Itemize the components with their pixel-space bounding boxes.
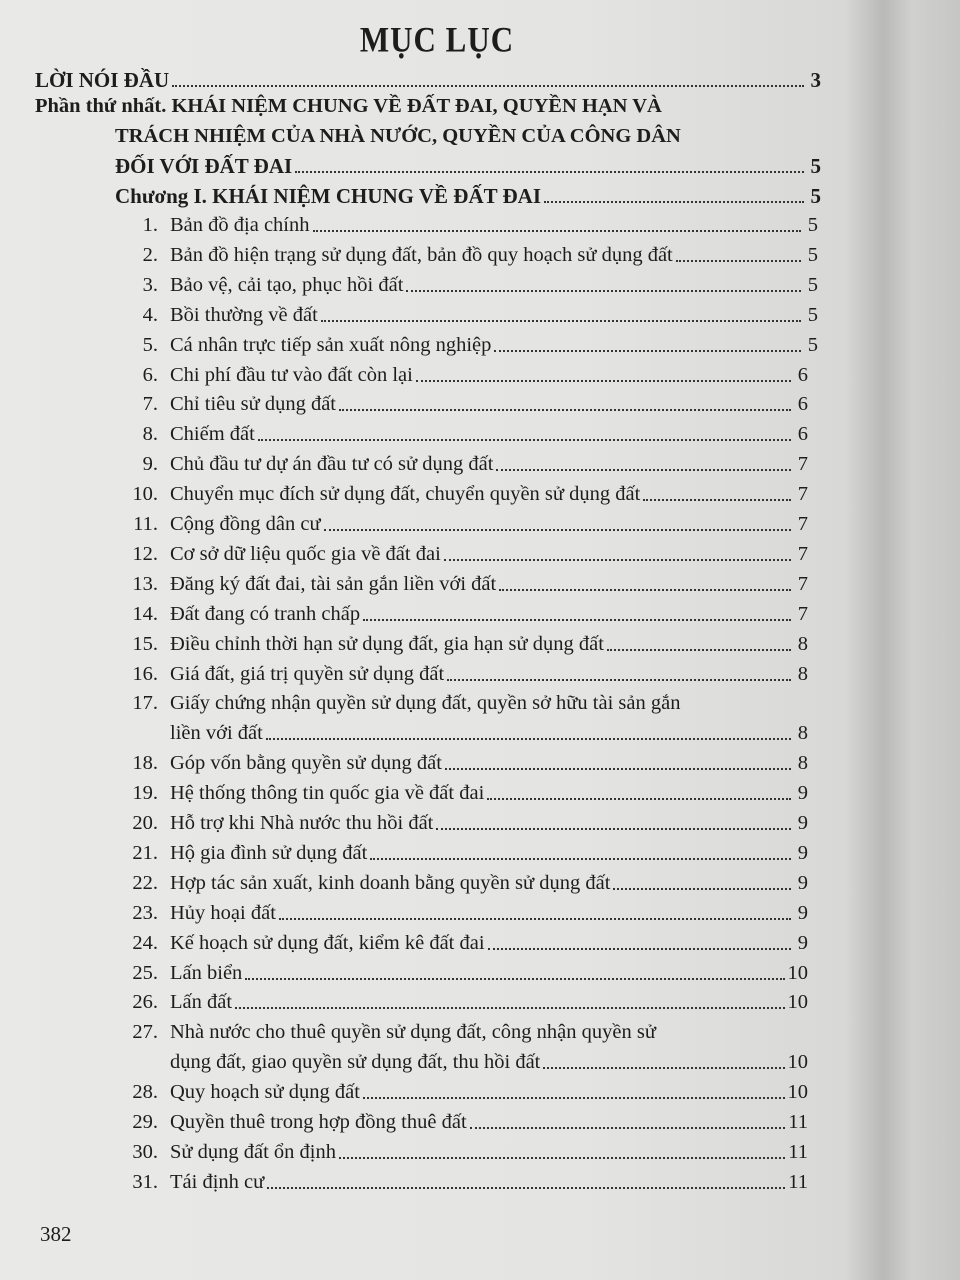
dot-leader (445, 768, 791, 770)
toc-entry (118, 1168, 808, 1196)
dot-leader (487, 798, 791, 800)
dot-leader (613, 888, 791, 890)
dot-leader (324, 529, 791, 531)
entry-number: 23. (132, 901, 158, 924)
entry-page: 5 (810, 154, 821, 178)
dot-leader (370, 858, 791, 860)
entry-number: 26. (132, 991, 158, 1014)
entry-text: Quy hoạch sử dụng đất (170, 1081, 360, 1104)
toc-entry (118, 869, 808, 897)
entry-number: 6. (142, 363, 158, 386)
toc-entry (118, 929, 808, 957)
toc-entry (118, 540, 808, 568)
entry-page: 10 (787, 1051, 808, 1074)
toc-entry (118, 660, 808, 688)
entry-number: 17. (132, 692, 158, 715)
entry-page: 7 (797, 513, 808, 535)
entry-text-cont: dụng đất, giao quyền sử dụng đất, thu hồi đất (170, 1051, 541, 1074)
part-heading-line2: TRÁCH NHIỆM CỦA NHÀ NƯỚC, QUYỀN CỦA CÔNG DÂN (115, 125, 681, 147)
dot-leader (607, 649, 791, 651)
toc-entry (118, 1108, 808, 1136)
entry-page: 9 (797, 931, 808, 954)
entry-text: Lấn biển (170, 961, 243, 984)
entry-number: 4. (142, 303, 158, 326)
entry-text: Điều chỉnh thời hạn sử dụng đất, gia hạn sử dụng đất (170, 632, 604, 655)
entry-number: 1. (142, 214, 158, 236)
toc-entry-line1 (118, 1018, 656, 1046)
toc-entry-preface (35, 66, 821, 94)
entry-page: 9 (797, 901, 808, 924)
toc-entry-line1 (118, 689, 680, 717)
entry-number: 27. (132, 1021, 158, 1044)
entry-number: 9. (142, 453, 158, 476)
entry-page: 8 (797, 662, 808, 685)
toc-entry (118, 809, 808, 837)
entry-text: Chương I. KHÁI NIỆM CHUNG VỀ ĐẤT ĐAI (115, 184, 542, 208)
dot-leader (279, 918, 791, 920)
dot-leader (321, 320, 801, 322)
entry-page: 10 (787, 961, 808, 984)
toc-entry (118, 600, 808, 628)
dot-leader (416, 380, 791, 382)
toc-entry (118, 450, 808, 478)
entry-number: 3. (142, 273, 158, 296)
toc-entry (118, 839, 808, 867)
part-prefix: Phần thứ nhất. (35, 95, 167, 117)
entry-text: Đất đang có tranh chấp (170, 602, 361, 625)
entry-number: 18. (132, 752, 158, 775)
entry-text: Chiếm đất (170, 423, 255, 446)
entry-page: 9 (797, 782, 808, 805)
dot-leader (436, 828, 791, 830)
entry-number: 28. (132, 1081, 158, 1104)
dot-leader (494, 350, 801, 352)
toc-entry (118, 420, 808, 448)
toc-entry (118, 271, 818, 299)
toc-entry (118, 1078, 808, 1106)
entry-page: 9 (797, 871, 808, 894)
entry-page: 5 (807, 333, 818, 356)
entry-number: 30. (132, 1140, 158, 1163)
part-heading-line1 (35, 92, 662, 120)
entry-page: 9 (797, 841, 808, 864)
page-title: MỤC LỤC (359, 19, 515, 60)
toc-entry (118, 480, 808, 508)
entry-text: Bản đồ địa chính (170, 214, 310, 236)
entry-number: 19. (132, 782, 158, 805)
entry-text: Quyền thuê trong hợp đồng thuê đất (170, 1111, 467, 1133)
toc-entry-part (115, 152, 821, 180)
toc-entry (118, 959, 808, 987)
toc-entry (118, 570, 808, 598)
entry-number: 21. (132, 841, 158, 864)
entry-text: Góp vốn bằng quyền sử dụng đất (170, 752, 442, 775)
entry-page: 5 (810, 184, 821, 208)
toc-entry-chapter (115, 182, 821, 210)
entry-text: Hủy hoại đất (170, 901, 276, 924)
entry-page: 6 (797, 363, 808, 386)
entry-number: 20. (132, 812, 158, 834)
dot-leader (544, 201, 804, 203)
dot-leader (363, 619, 791, 621)
dot-leader (496, 469, 791, 471)
toc-entry (118, 510, 808, 538)
entry-number: 13. (132, 572, 158, 595)
entry-page: 7 (797, 542, 808, 565)
entry-text: LỜI NÓI ĐẦU (35, 68, 170, 92)
entry-page: 8 (797, 752, 808, 775)
dot-leader (258, 439, 791, 441)
entry-page: 7 (797, 483, 808, 506)
dot-leader (447, 679, 791, 681)
entry-text: Bồi thường về đất (170, 303, 318, 326)
dot-leader (499, 589, 791, 591)
entry-text: Cá nhân trực tiếp sản xuất nông nghiệp (170, 333, 492, 356)
entry-page: 11 (788, 1170, 808, 1193)
toc-entry (118, 1048, 808, 1076)
entry-number: 25. (132, 961, 158, 984)
toc-entry (118, 211, 818, 239)
dot-leader (339, 1157, 785, 1159)
dot-leader (406, 290, 801, 292)
dot-leader (235, 1007, 784, 1009)
dot-leader (470, 1127, 786, 1129)
entry-text: ĐỐI VỚI ĐẤT ĐAI (115, 154, 293, 178)
entry-page: 10 (787, 991, 808, 1014)
entry-text: Chuyển mục đích sử dụng đất, chuyển quyền sử dụng đất (170, 483, 641, 506)
entry-text: Kế hoạch sử dụng đất, kiểm kê đất đai (170, 931, 485, 954)
entry-text: Bản đồ hiện trạng sử dụng đất, bản đồ quy hoạch sử dụng đất (170, 243, 673, 266)
entry-text: Hộ gia đình sử dụng đất (170, 841, 368, 864)
entry-page: 11 (788, 1111, 808, 1133)
entry-number: 12. (132, 542, 158, 565)
dot-leader (267, 1187, 785, 1189)
dot-leader (543, 1067, 784, 1069)
toc-entry (118, 749, 808, 777)
entry-text: Cộng đồng dân cư (170, 513, 321, 535)
entry-number: 31. (132, 1170, 158, 1193)
dot-leader (339, 409, 791, 411)
entry-page: 7 (797, 602, 808, 625)
entry-page: 7 (797, 453, 808, 476)
toc-entry (118, 899, 808, 927)
dot-leader (488, 948, 791, 950)
entry-page: 7 (797, 572, 808, 595)
entry-number: 8. (142, 423, 158, 446)
entry-page: 8 (797, 722, 808, 745)
entry-number: 5. (142, 333, 158, 356)
toc-entry (118, 779, 808, 807)
entry-text: Chi phí đầu tư vào đất còn lại (170, 363, 413, 386)
entry-page: 8 (797, 632, 808, 655)
entry-page: 6 (797, 423, 808, 446)
entry-page: 6 (797, 393, 808, 416)
entry-number: 29. (132, 1111, 158, 1133)
entry-number: 24. (132, 931, 158, 954)
dot-leader (643, 499, 791, 501)
toc-entry (118, 1138, 808, 1166)
entry-number: 22. (132, 871, 158, 894)
toc-entry (118, 988, 808, 1016)
entry-text: Cơ sở dữ liệu quốc gia về đất đai (170, 542, 441, 565)
dot-leader (172, 85, 804, 87)
toc-entry (118, 390, 808, 418)
entry-text: Tái định cư (170, 1170, 265, 1193)
dot-leader (295, 171, 804, 173)
entry-number: 16. (132, 662, 158, 685)
entry-page: 5 (807, 214, 818, 236)
toc-entry (118, 719, 808, 747)
entry-text: Sử dụng đất ổn định (170, 1140, 337, 1163)
entry-text: Chủ đầu tư dự án đầu tư có sử dụng đất (170, 453, 494, 476)
toc-entry (118, 331, 818, 359)
dot-leader (313, 230, 802, 232)
entry-page: 9 (797, 812, 808, 834)
entry-number: 7. (142, 393, 158, 416)
entry-number: 11. (133, 513, 158, 535)
entry-number: 10. (132, 483, 158, 506)
entry-text: Giá đất, giá trị quyền sử dụng đất (170, 662, 445, 685)
entry-text: Nhà nước cho thuê quyền sử dụng đất, công nhận quyền sử (170, 1021, 656, 1044)
entry-text: Lấn đất (170, 991, 233, 1014)
toc-entry (118, 241, 818, 269)
dot-leader (266, 738, 791, 740)
entry-text-cont: liền với đất (170, 722, 263, 745)
toc-entry (118, 301, 818, 329)
entry-text: Hợp tác sản xuất, kinh doanh bằng quyền sử dụng đất (170, 871, 611, 894)
page-number: 382 (40, 1222, 72, 1246)
part-title-line1: KHÁI NIỆM CHUNG VỀ ĐẤT ĐAI, QUYỀN HẠN VÀ (171, 95, 662, 117)
toc-entry (118, 630, 808, 658)
entry-page: 11 (788, 1140, 808, 1163)
toc-entry (118, 361, 808, 389)
entry-text: Hệ thống thông tin quốc gia về đất đai (170, 782, 485, 805)
dot-leader (676, 260, 801, 262)
entry-number: 14. (132, 602, 158, 625)
entry-text: Bảo vệ, cải tạo, phục hồi đất (170, 273, 404, 296)
entry-text: Chỉ tiêu sử dụng đất (170, 393, 336, 416)
entry-page: 5 (807, 243, 818, 266)
entry-page: 10 (787, 1081, 808, 1104)
entry-number: 2. (142, 243, 158, 266)
dot-leader (444, 559, 791, 561)
dot-leader (363, 1097, 785, 1099)
dot-leader (245, 978, 784, 980)
entry-text: Đăng ký đất đai, tài sản gắn liền với đất (170, 572, 497, 595)
entry-text: Hỗ trợ khi Nhà nước thu hồi đất (170, 812, 434, 834)
entry-page: 3 (810, 68, 821, 92)
entry-page: 5 (807, 303, 818, 326)
entry-text: Giấy chứng nhận quyền sử dụng đất, quyền sở hữu tài sản gắn (170, 692, 681, 715)
entry-number: 15. (132, 632, 158, 655)
entry-page: 5 (807, 273, 818, 296)
